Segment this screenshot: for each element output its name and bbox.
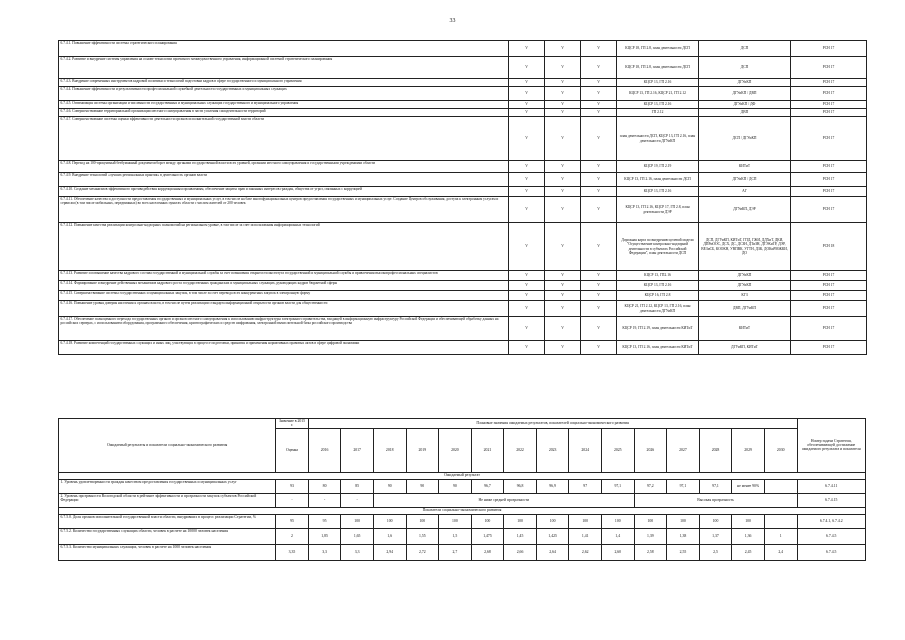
indicator-value: 100: [471, 514, 504, 528]
source-code: РСН 17: [791, 341, 867, 355]
measure-row: [59, 79, 867, 87]
measure-row: [59, 161, 867, 173]
mark-stage-2: V: [545, 101, 581, 109]
indicator-value: -: [341, 493, 374, 507]
mark-stage-2: V: [545, 223, 581, 271]
header-year: 2027: [667, 428, 700, 472]
indicator-value: 100: [504, 514, 537, 528]
mark-stage-2: V: [545, 41, 581, 57]
indicator-value: 2,66: [504, 544, 537, 560]
indicator-value: 97,1: [667, 479, 700, 493]
mark-stage-3: V: [581, 117, 617, 161]
responsible-body: ДСП / ДГУиКП: [699, 117, 791, 161]
indicator-value: 2,58: [634, 544, 667, 560]
measure-text: 6.7.4.14. Формирование и внедрение действенных механизмов кадрового роста государственных гражданских и муниципальных служащих, руководящих кадров бюджетной сферы: [59, 281, 509, 291]
mark-stage-1: V: [509, 187, 545, 197]
mark-stage-1: V: [509, 291, 545, 301]
indicator-value: 97,1: [699, 479, 732, 493]
measure-reference: КЦСР 13, ГП 2.16, КЦСР 21, ГП 2.12: [617, 87, 699, 101]
indicator-value: 95: [308, 514, 341, 528]
header-year: 2029: [732, 428, 765, 472]
indicator-value: 1,5: [439, 528, 472, 544]
measure-reference: КЦСР 21, ГП 2.12, КЦСР 13, ГП 2.16, план деятельности ДГУиКП: [617, 301, 699, 317]
source-code: РСН 17: [791, 57, 867, 79]
source-code: РСН 17: [791, 271, 867, 281]
responsible-body: ДГУиКП / ДФ: [699, 101, 791, 109]
indicator-value: 100: [699, 514, 732, 528]
indicator-value: 1,37: [699, 528, 732, 544]
mark-stage-3: V: [581, 271, 617, 281]
measure-reference: КЦСР 13, ГП 2.16: [617, 101, 699, 109]
indicator-row: [59, 479, 866, 493]
indicator-value: 2,5: [699, 544, 732, 560]
measure-reference: КЦСР 13, ГП 2.16: [617, 187, 699, 197]
indicator-value: 1,38: [667, 528, 700, 544]
measure-text: 6.7.4.9. Внедрение технологий «лучших региональных практик» в деятельность органов власти: [59, 173, 509, 187]
mark-stage-3: V: [581, 109, 617, 117]
measure-reference: КЦСР 13, ГП 2.16, КЦСР 17, ГП 2.8, план деятельности ДЭР: [617, 197, 699, 223]
indicator-value: 100: [536, 514, 569, 528]
indicator-value: 1,4: [601, 528, 634, 544]
measure-text: 6.7.4.18. Развитие компетенций государственных служащих и иных лиц, участвующих в процессе подготовки, принятия и применения нормативных правовых актов в сфере цифровой экономики: [59, 341, 509, 355]
measure-reference: КЦСР 13, ГП 2.16, план деятельности КИТиТ: [617, 341, 699, 355]
measure-text: 6.7.4.6. Совершенствование территориальной организации местного самоуправления в части усиления самодеятельности территорий: [59, 109, 509, 117]
measure-reference: Дорожная карта по внедрению целевой модели "Осуществление контрольно-надзорной деятельности в субъектах Российской Федерации", план деятельности ДСП: [617, 223, 699, 271]
indicator-value: 97,2: [634, 479, 667, 493]
measure-text: 6.7.4.2. Развитие и внедрение системы управления на основе технологии проектного межведомственного управления, информационной системой стратегического планирования: [59, 57, 509, 79]
source-code: РСН 17: [791, 87, 867, 101]
indicator-value: 2,60: [601, 544, 634, 560]
indicator-range-value: Не ниже средней прозрачности: [373, 493, 634, 507]
measure-row: [59, 173, 867, 187]
responsible-body: ДГУиКП: [699, 79, 791, 87]
mark-stage-3: V: [581, 317, 617, 341]
measure-row: [59, 271, 867, 281]
indicator-row: [59, 514, 866, 528]
header-year: 2016: [308, 428, 341, 472]
mark-stage-3: V: [581, 197, 617, 223]
indicator-base-value: 93: [276, 479, 309, 493]
responsible-body: КИТиТ: [699, 161, 791, 173]
mark-stage-1: V: [509, 41, 545, 57]
mark-stage-1: V: [509, 271, 545, 281]
mark-stage-1: V: [509, 57, 545, 79]
indicator-value: 2,94: [373, 544, 406, 560]
page-number: 33: [449, 18, 456, 24]
mark-stage-1: V: [509, 87, 545, 101]
indicator-base-value: -: [276, 493, 309, 507]
measure-row: [59, 57, 867, 79]
indicator-value: 1,36: [732, 528, 765, 544]
source-code: РСН 17: [791, 101, 867, 109]
mark-stage-2: V: [545, 79, 581, 87]
mark-stage-2: V: [545, 197, 581, 223]
mark-stage-2: V: [545, 281, 581, 291]
header-year: 2017: [341, 428, 374, 472]
measure-reference: план деятельности ДСП, КЦСР 13, ГП 2.16, план деятельности ДГУиКП: [617, 117, 699, 161]
source-code: РСН 17: [791, 117, 867, 161]
measure-text: 6.7.4.15. Совершенствование системы государственных и муниципальных закупок, в том числе за счет перевода всех конкурентных закупок в электронную форму: [59, 291, 509, 301]
measure-row: [59, 317, 867, 341]
indicator-value: 96,8: [504, 479, 537, 493]
measure-row: [59, 187, 867, 197]
header-year: 2024: [569, 428, 602, 472]
mark-stage-2: V: [545, 109, 581, 117]
indicator-value: 2,7: [439, 544, 472, 560]
mark-stage-3: V: [581, 301, 617, 317]
header-base-estimate: Оценка: [276, 428, 309, 472]
responsible-body: ДГУиКП: [699, 271, 791, 281]
mark-stage-3: V: [581, 173, 617, 187]
measure-text: 6.7.4.16. Повышение уровня доверия населения к органам власти, в том числе путем реализации стандарта информационной открытости органов власти для общественности: [59, 301, 509, 317]
indicators-table: [58, 418, 866, 561]
indicator-value: 2,68: [471, 544, 504, 560]
measure-text: 6.7.4.4. Повышение эффективности и результативности профессиональной служебной деятельности государственных и муниципальных служащих: [59, 87, 509, 101]
mark-stage-2: V: [545, 173, 581, 187]
header-year: 2020: [439, 428, 472, 472]
indicator-value: 1,475: [471, 528, 504, 544]
header-indicator-name: Ожидаемый результаты и показатели социально-экономического развития: [59, 419, 276, 473]
mark-stage-2: V: [545, 187, 581, 197]
section-expected: [59, 472, 866, 479]
measure-row: [59, 281, 867, 291]
header-year: 2021: [471, 428, 504, 472]
measure-row: [59, 291, 867, 301]
mark-stage-2: V: [545, 317, 581, 341]
responsible-body: ДГУиКП, КИТиТ: [699, 341, 791, 355]
indicator-value: 2,45: [732, 544, 765, 560]
indicator-value: 100: [634, 514, 667, 528]
measure-reference: КЦСР 13, ГП 2.16: [617, 79, 699, 87]
mark-stage-3: V: [581, 187, 617, 197]
indicator-value: 2,55: [667, 544, 700, 560]
header-year: 2023: [536, 428, 569, 472]
indicator-value: 90: [373, 479, 406, 493]
mark-stage-1: V: [509, 197, 545, 223]
measure-row: [59, 101, 867, 109]
responsible-body: ДГУиКП, ДЭР: [699, 197, 791, 223]
indicator-value: 1,65: [341, 528, 374, 544]
source-code: РСН 17: [791, 291, 867, 301]
mark-stage-2: V: [545, 291, 581, 301]
mark-stage-1: V: [509, 317, 545, 341]
responsible-body: ДГУиКП / ДВП: [699, 87, 791, 101]
measure-text: 6.7.4.12. Повышение качества реализации контрольно-надзорных полномочий на региональном уровне, в том числе за счет использования информационных технологий: [59, 223, 509, 271]
mark-stage-1: V: [509, 101, 545, 109]
indicator-row: [59, 528, 866, 544]
mark-stage-3: V: [581, 101, 617, 109]
indicator-name: 1. Уровень удовлетворенности граждан качеством предоставления государственных и муниципальных услуг: [59, 479, 276, 493]
source-code: РСН 17: [791, 41, 867, 57]
section-expected-label: Ожидаемый результат: [59, 472, 866, 479]
mark-stage-2: V: [545, 271, 581, 281]
indicator-value: 85: [341, 479, 374, 493]
indicator-base-value: 3,35: [276, 544, 309, 560]
measure-text: 6.7.4.1. Повышение эффективности системы стратегического планирования: [59, 41, 509, 57]
indicator-row: [59, 544, 866, 560]
measure-row: [59, 341, 867, 355]
indicator-name: 6.7.5.2. Количество государственных служащих области, человек в расчете на 10000 человек населения: [59, 528, 276, 544]
mark-stage-2: V: [545, 341, 581, 355]
measure-text: 6.7.4.13. Развитие и повышение качества кадрового состава государственной и муниципальной службы за счет повышения открытости института государственной и муниципальной службы и привлечения высокопрофессиональных специалистов: [59, 271, 509, 281]
mark-stage-3: V: [581, 161, 617, 173]
indicator-base-value: 2: [276, 528, 309, 544]
mark-stage-1: V: [509, 301, 545, 317]
measure-text: 6.7.4.10. Создание механизмов эффективного противодействия коррупционным проявлениям, обеспечение защиты прав и законных интересов граждан, общества от угроз, связанных с коррупцией: [59, 187, 509, 197]
mark-stage-2: V: [545, 161, 581, 173]
measures-table: [58, 40, 867, 355]
indicator-value: 1,425: [536, 528, 569, 544]
measure-text: 6.7.4.11. Обеспечение качества и доступности предоставления государственных и муниципальных услуг, в том числе на базе многофункциональных центров предоставления государственных и муниципальных услуг. Создание Центров обслуживания, доступа к электронным услугам и сервисам (в том числе мобильных, передвижных) во всех населенных пунктах области с числом жителей от 200 человек: [59, 197, 509, 223]
section-indicators-label: Показатели социально-экономического развития: [59, 507, 866, 514]
indicator-value: 100: [406, 514, 439, 528]
mark-stage-1: V: [509, 281, 545, 291]
header-row-top: [59, 419, 866, 429]
header-year: 2018: [373, 428, 406, 472]
measure-row: [59, 223, 867, 271]
indicator-range-value: Высокая прозрачность: [634, 493, 797, 507]
indicator-value: [764, 479, 797, 493]
responsible-body: КГЗ: [699, 291, 791, 301]
indicator-value: 1,85: [308, 528, 341, 544]
indicator-name: 6.7.5.0. Доля органов исполнительной государственной власти области, внедривших в процесс реализации Стратегии, %: [59, 514, 276, 528]
measure-reference: ГП 2.12: [617, 109, 699, 117]
measure-row: [59, 117, 867, 161]
indicator-name: 2. Уровень прозрачности Вологодской области в рейтинге эффективности и прозрачности закупок субъектов Российской Федерации: [59, 493, 276, 507]
measure-text: 6.7.4.17. Обеспечение полноценного перехода государственных органов и органов местного самоуправления к использованию инфраструктуры электронного правительства, входящей в информационную инфраструктуру Российской Федерации и обеспечивающей обработку данных на российских серверах, с использованием оборудования, программного обеспечения, криптографических и средств шифрования, электронной вычислительной базы российского производства: [59, 317, 509, 341]
indicator-value: 100: [667, 514, 700, 528]
indicator-value: 2,62: [569, 544, 602, 560]
measure-reference: КЦСР 18, ГП 2.8, план деятельности ДСП: [617, 41, 699, 57]
mark-stage-2: V: [545, 301, 581, 317]
responsible-body: КИТиТ: [699, 317, 791, 341]
measure-text: 6.7.4.7. Совершенствование системы оценки эффективности деятельности органов исполнительной государственной власти области: [59, 117, 509, 161]
indicator-value: 100: [732, 514, 765, 528]
indicator-value: 3,3: [341, 544, 374, 560]
indicator-value: 1,55: [406, 528, 439, 544]
source-code: РСН 17: [791, 187, 867, 197]
header-year: 2022: [504, 428, 537, 472]
indicator-task: 6.7.4.15: [797, 493, 866, 507]
measure-reference: КЦСР 19, ГП 2.19, план деятельности КИТиТ: [617, 317, 699, 341]
indicator-value: 100: [569, 514, 602, 528]
indicator-value: 97: [569, 479, 602, 493]
source-code: РСН 17: [791, 197, 867, 223]
mark-stage-3: V: [581, 87, 617, 101]
indicator-value: 96,9: [536, 479, 569, 493]
source-code: РСН 17: [791, 301, 867, 317]
mark-stage-1: V: [509, 117, 545, 161]
measure-row: [59, 197, 867, 223]
indicator-value: 1,41: [569, 528, 602, 544]
source-code: РСН 17: [791, 161, 867, 173]
source-code: РСН 18: [791, 223, 867, 271]
mark-stage-2: V: [545, 117, 581, 161]
indicator-value: 90: [406, 479, 439, 493]
header-task-number: Номер задачи Стратегии, обеспечивающей достижение ожидаемого результата и показателя: [797, 419, 866, 473]
responsible-body: ДВП, ДГУиКП: [699, 301, 791, 317]
indicator-value: 100: [373, 514, 406, 528]
measure-reference: КЦСР 19, ГП 2.19: [617, 161, 699, 173]
measure-reference: КЦСР 13, ГП2.16: [617, 271, 699, 281]
mark-stage-3: V: [581, 341, 617, 355]
indicator-task: 6.7.4.11: [797, 479, 866, 493]
source-code: РСН 17: [791, 281, 867, 291]
source-code: РСН 17: [791, 173, 867, 187]
responsible-body: ДВП: [699, 109, 791, 117]
indicator-value: 90: [439, 479, 472, 493]
header-year: 2019: [406, 428, 439, 472]
section-indicators: [59, 507, 866, 514]
indicator-value: 100: [601, 514, 634, 528]
indicator-value: 100: [341, 514, 374, 528]
measure-text: 6.7.4.3. Внедрение современных инструментов кадровой политики и технологий подготовки кадров в сфере государственного и муниципального управления: [59, 79, 509, 87]
indicator-value: 100: [439, 514, 472, 528]
indicator-value: 1,45: [504, 528, 537, 544]
source-code: РСН 17: [791, 109, 867, 117]
indicator-base-value: 95: [276, 514, 309, 528]
measure-reference: КЦСР 16, ГП 2.8: [617, 291, 699, 301]
indicator-value: 1,6: [373, 528, 406, 544]
mark-stage-2: V: [545, 57, 581, 79]
measure-row: [59, 301, 867, 317]
mark-stage-3: V: [581, 79, 617, 87]
mark-stage-1: V: [509, 79, 545, 87]
indicator-value: 1,39: [634, 528, 667, 544]
mark-stage-3: V: [581, 57, 617, 79]
indicator-name: 6.7.5.3. Количество муниципальных служащих, человек в расчете на 1000 человек населения: [59, 544, 276, 560]
responsible-body: АГ: [699, 187, 791, 197]
indicator-value: не менее 90%: [732, 479, 765, 493]
mark-stage-1: V: [509, 223, 545, 271]
mark-stage-1: V: [509, 109, 545, 117]
indicator-value: 80: [308, 479, 341, 493]
mark-stage-3: V: [581, 281, 617, 291]
header-year: 2028: [699, 428, 732, 472]
indicator-task: 6.7.4.1, 6.7.4.2: [797, 514, 866, 528]
responsible-body: ДСП: [699, 57, 791, 79]
mark-stage-1: V: [509, 161, 545, 173]
indicator-task: 6.7.4.5: [797, 528, 866, 544]
responsible-body: ДГУиКП / ДСП: [699, 173, 791, 187]
measure-reference: КЦСР 18, ГП 2.8, план деятельности ДСП: [617, 57, 699, 79]
measure-row: [59, 87, 867, 101]
header-year: 2025: [601, 428, 634, 472]
header-year: 2026: [634, 428, 667, 472]
mark-stage-3: V: [581, 223, 617, 271]
indicator-value: 97,1: [601, 479, 634, 493]
mark-stage-1: V: [509, 173, 545, 187]
header-period: Плановые значения ожидаемых результатов, показателей социально-экономического развития: [308, 419, 797, 429]
mark-stage-1: V: [509, 341, 545, 355]
mark-stage-2: V: [545, 87, 581, 101]
source-code: РСН 17: [791, 79, 867, 87]
measure-text: 6.7.4.5. Оптимизация системы организации и численности государственных и муниципальных служащих государственного и муниципального управления: [59, 101, 509, 109]
measure-row: [59, 41, 867, 57]
indicator-value: 2,72: [406, 544, 439, 560]
indicator-row: [59, 493, 866, 507]
header-year: 2030: [764, 428, 797, 472]
measure-text: 6.7.4.8. Переход на 100-процентный безбумажный документооборот между органами государственной власти всех уровней, органами местного самоуправления и государственными учреждениями области: [59, 161, 509, 173]
responsible-body: ДСП, ДГУиКП, КИТиТ, ГПД, ГЖИ, ДДХиТ, ДКИ, ДПРиООС, ДСХ, ДС, ДСЗН, ДТиЗН, ДТЭКиТР, ДЭР, ВЕЗиСБ, КООКН, УВПВК, УГТН, ДЗК, ДОКиРМЖКИ, ДО: [699, 223, 791, 271]
indicator-value: 2,4: [764, 544, 797, 560]
indicator-value: 96,7: [471, 479, 504, 493]
indicator-value: [764, 514, 797, 528]
source-code: РСН 17: [791, 317, 867, 341]
responsible-body: ДГУиКП: [699, 281, 791, 291]
indicator-task: 6.7.4.5: [797, 544, 866, 560]
responsible-body: ДСП: [699, 41, 791, 57]
indicator-value: 3,3: [308, 544, 341, 560]
indicator-value: -: [308, 493, 341, 507]
measure-reference: КЦСР 13, ГП 2.16, план деятельности ДСП: [617, 173, 699, 187]
mark-stage-3: V: [581, 41, 617, 57]
measure-row: [59, 109, 867, 117]
header-base-year: Значение в 2015 г.: [276, 419, 309, 429]
indicator-value: 1: [764, 528, 797, 544]
indicator-value: 2,64: [536, 544, 569, 560]
measure-reference: КЦСР 13, ГП 2.16: [617, 281, 699, 291]
mark-stage-3: V: [581, 291, 617, 301]
